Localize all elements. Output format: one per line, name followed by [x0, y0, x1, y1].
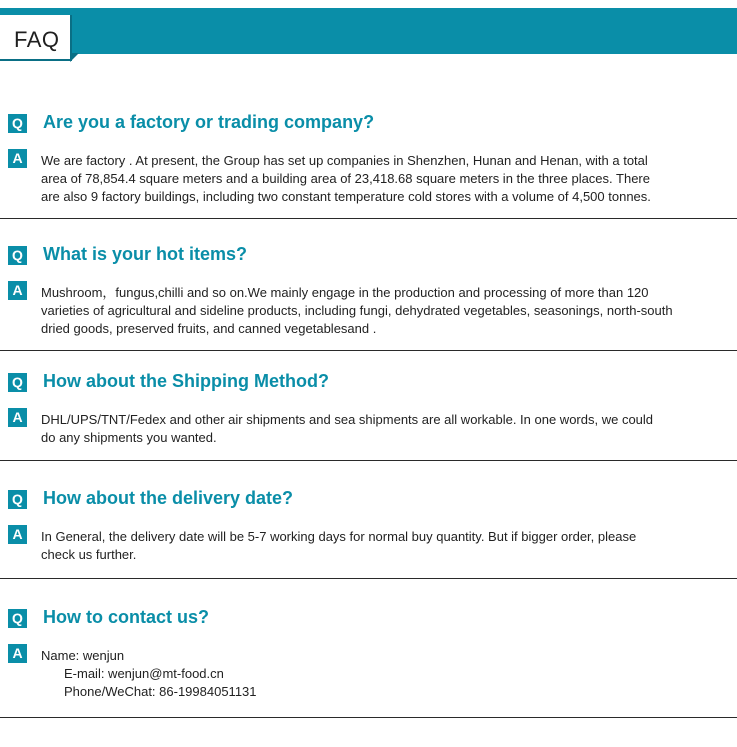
answer-line: In General, the delivery date will be 5-7 working days for normal buy quantity. But if bigger order, please [41, 529, 637, 544]
answer-line: do any shipments you wanted. [41, 430, 217, 445]
faq-answer-3 [41, 411, 731, 447]
answer-line: DHL/UPS/TNT/Fedex and other air shipments and sea shipments are all workable. In one words, we could [41, 412, 654, 427]
faq-question-4: How about the delivery date? [43, 488, 294, 508]
answer-line: Mushroom，fungus,chilli and so on.We mainly engage in the production and processing of more than 120 [41, 285, 649, 300]
divider [0, 350, 737, 351]
page-title: FAQ [14, 27, 60, 52]
answer-badge: A [8, 408, 27, 427]
contact-name: Name: wenjun [41, 648, 125, 663]
answer-badge: A [8, 281, 27, 300]
faq-question-5: How to contact us? [43, 607, 209, 627]
faq-question-1: Are you a factory or trading company? [43, 112, 375, 132]
faq-answer-1 [41, 152, 731, 206]
answer-badge: A [8, 149, 27, 168]
header-band [0, 8, 737, 54]
answer-line: varieties of agricultural and sideline products, including fungi, dehydrated vegetables, seasonings, north-south [41, 303, 673, 318]
contact-phone: Phone/WeChat: 86-19984051131 [64, 684, 257, 699]
faq-answer-4 [41, 528, 731, 564]
answer-line: check us further. [41, 547, 137, 562]
answer-line: dried goods, preserved fruits, and canned vegetablesand . [41, 321, 377, 336]
question-badge: Q [8, 114, 27, 133]
answer-line: are also 9 factory buildings, including two constant temperature cold stores with a volume of 4,500 tonnes. [41, 189, 651, 204]
divider [0, 218, 737, 219]
divider [0, 460, 737, 461]
answer-badge: A [8, 644, 27, 663]
question-badge: Q [8, 490, 27, 509]
contact-email: E-mail: wenjun@mt-food.cn [64, 666, 224, 681]
faq-tab-fold [70, 53, 79, 62]
question-badge: Q [8, 373, 27, 392]
answer-line: area of 78,854.4 square meters and a building area of 23,418.68 square meters in the three places. There [41, 171, 650, 186]
faq-question-3: How about the Shipping Method? [43, 371, 329, 391]
faq-answer-5 [41, 647, 731, 701]
divider [0, 717, 737, 718]
answer-line: We are factory . At present, the Group has set up companies in Shenzhen, Hunan and Henan, with a total [41, 153, 648, 168]
divider [0, 578, 737, 579]
faq-question-2: What is your hot items? [43, 244, 248, 264]
question-badge: Q [8, 609, 27, 628]
answer-badge: A [8, 525, 27, 544]
faq-answer-2 [41, 284, 731, 338]
question-badge: Q [8, 246, 27, 265]
